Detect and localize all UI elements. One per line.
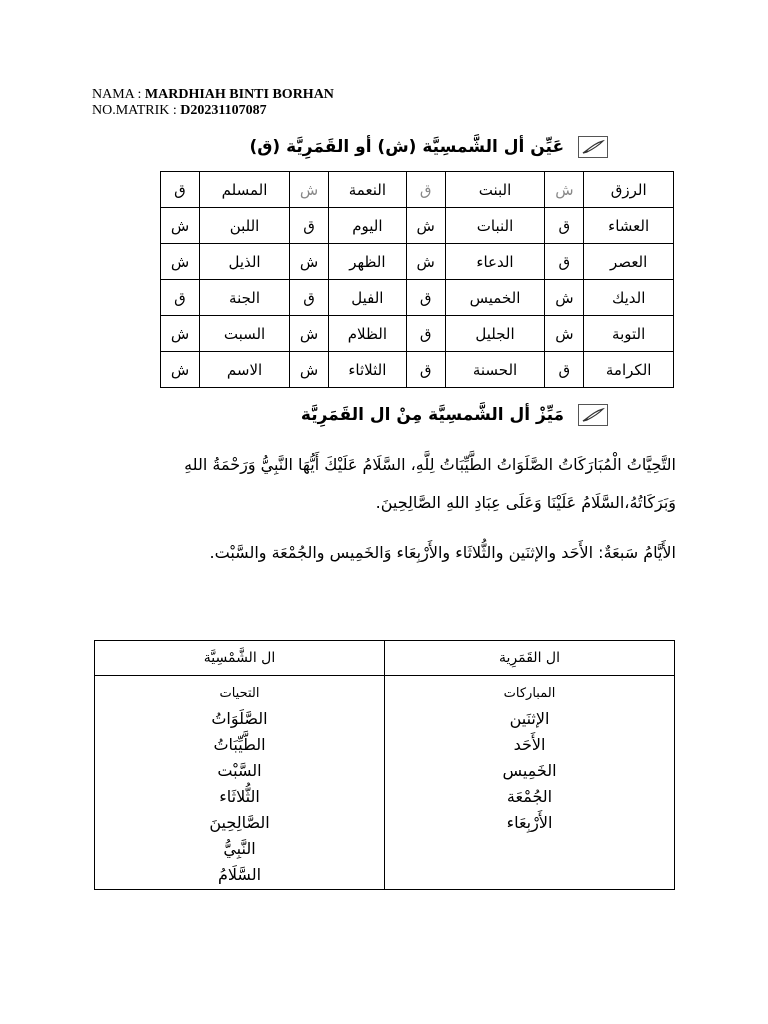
section1-title: عَيِّن أل الشَّمسِيَّة (ش) أو القَمَرِيَّة (ق) <box>249 137 565 157</box>
list-item: التحيات <box>219 686 260 701</box>
word-cell: الخميس <box>445 280 545 316</box>
table-row <box>161 244 674 280</box>
mark-cell: ش <box>161 352 200 388</box>
shamsiyah-list <box>95 676 385 890</box>
mark-cell: ق <box>545 244 584 280</box>
mark-cell: ق <box>406 316 445 352</box>
mark-cell: ق <box>406 280 445 316</box>
mark-cell: ش <box>161 244 200 280</box>
table-row <box>161 316 674 352</box>
mark-cell: ق <box>406 172 445 208</box>
matrik-line <box>92 103 334 119</box>
mark-cell: ق <box>545 352 584 388</box>
list-item: النَّبِيُّ <box>223 839 256 858</box>
mark-cell: ق <box>545 208 584 244</box>
name-label: NAMA : <box>92 87 145 102</box>
section1-heading <box>249 136 608 158</box>
list-item: السَّبْت <box>217 761 262 780</box>
qamariyah-header: ال القَمَرِية <box>385 641 675 676</box>
word-cell: الفيل <box>329 280 407 316</box>
days-paragraph: الأَيَّامُ سَبعَةٌ: الأَحَد والإثنَين والثُّلاثَاء والأَرْبِعَاء وَالخَمِيس والجُمْعَة والسَّبْت. <box>209 543 676 562</box>
word-cell: الدعاء <box>445 244 545 280</box>
word-cell: الجليل <box>445 316 545 352</box>
list-item: الطَّيِّبَاتُ <box>213 735 266 754</box>
list-item: الجُمْعَة <box>506 787 553 806</box>
student-name-line <box>92 87 334 103</box>
table-row <box>161 280 674 316</box>
mark-cell: ش <box>545 172 584 208</box>
table-row <box>161 208 674 244</box>
mark-cell: ش <box>545 280 584 316</box>
list-item: الصَّلَوَاتُ <box>211 709 268 728</box>
mark-cell: ق <box>290 208 329 244</box>
section2-heading <box>301 404 608 426</box>
word-cell: الكرامة <box>584 352 674 388</box>
word-cell: الاسم <box>200 352 290 388</box>
word-cell: الذيل <box>200 244 290 280</box>
word-cell: الثلاثاء <box>329 352 407 388</box>
student-header <box>92 87 334 119</box>
shamsiyah-header: ال الشَّمْسِيَّة <box>95 641 385 676</box>
list-item: الأَحَد <box>513 735 546 754</box>
list-item: الأَرْبِعَاء <box>506 813 553 832</box>
section2-title: مَيِّزْ أل الشَّمسِيَّة مِنْ ال القَمَرِيَّة <box>300 405 565 425</box>
quill-pen-icon <box>578 404 608 426</box>
result-table <box>94 640 675 890</box>
list-item: السَّلَامُ <box>217 865 262 884</box>
mark-cell: ش <box>406 244 445 280</box>
word-cell: العشاء <box>584 208 674 244</box>
word-cell: الجنة <box>200 280 290 316</box>
matrik-value: D20231107087 <box>180 103 267 118</box>
list-item: الصَّالِحِينَ <box>209 813 270 832</box>
mark-cell: ق <box>406 352 445 388</box>
mark-cell: ش <box>545 316 584 352</box>
name-value: MARDHIAH BINTI BORHAN <box>144 87 334 102</box>
tahiyyat-paragraph: التَّحِيَّاتُ الْمُبَارَكَاتُ الصَّلَوَاتُ الطَّيِّبَاتُ لِلَّهِ، السَّلَامُ عَلَيْكَ أَيُّهَا النَّبِيُّ وَرَحْمَةُ اللهِ وَبَرَكَاتُهُ،السَّلَامُ عَلَيْنَا وَعَلَى عِبَادِ اللهِ الصَّالِحِينَ. <box>184 455 676 512</box>
qamariyah-list <box>385 676 675 890</box>
word-cell: المسلم <box>200 172 290 208</box>
word-cell: البنت <box>445 172 545 208</box>
list-item: الخَمِيس <box>502 761 557 780</box>
word-cell: اليوم <box>329 208 407 244</box>
mark-cell: ش <box>290 244 329 280</box>
matrik-label: NO.MATRIK : <box>92 103 181 118</box>
mark-cell: ق <box>161 280 200 316</box>
table-row <box>161 172 674 208</box>
classification-table <box>160 171 674 388</box>
mark-cell: ش <box>290 316 329 352</box>
word-cell: الرزق <box>584 172 674 208</box>
list-item: الإثنَين <box>509 709 550 728</box>
word-cell: الحسنة <box>445 352 545 388</box>
mark-cell: ش <box>406 208 445 244</box>
mark-cell: ق <box>161 172 200 208</box>
table-row <box>161 352 674 388</box>
mark-cell: ش <box>290 172 329 208</box>
word-cell: الظهر <box>329 244 407 280</box>
word-cell: التوبة <box>584 316 674 352</box>
mark-cell: ش <box>161 208 200 244</box>
word-cell: الظلام <box>329 316 407 352</box>
word-cell: اللبن <box>200 208 290 244</box>
list-item: المباركات <box>503 686 556 701</box>
word-cell: النعمة <box>329 172 407 208</box>
word-cell: العصر <box>584 244 674 280</box>
list-item: الثُّلاثَاء <box>219 787 260 806</box>
mark-cell: ش <box>161 316 200 352</box>
word-cell: الديك <box>584 280 674 316</box>
mark-cell: ق <box>290 280 329 316</box>
quill-pen-icon <box>578 136 608 158</box>
word-cell: السبت <box>200 316 290 352</box>
word-cell: النبات <box>445 208 545 244</box>
mark-cell: ش <box>290 352 329 388</box>
